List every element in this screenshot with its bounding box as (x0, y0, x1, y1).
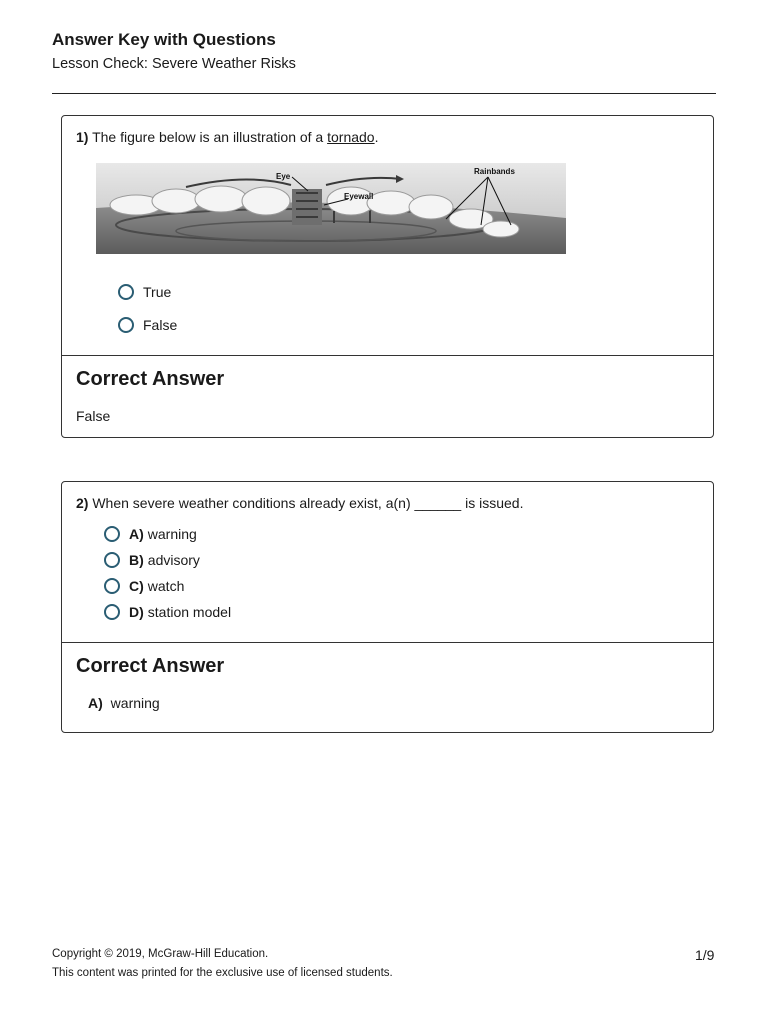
footer-license-note: This content was printed for the exclusive use of licensed students. (52, 967, 393, 979)
option-label: watch (147, 578, 185, 594)
figure-label-eyewall: Eyewall (344, 192, 374, 201)
question-1-option-false[interactable] (118, 317, 177, 333)
option-label: False (143, 317, 178, 333)
question-1-text-after: . (374, 129, 379, 145)
figure-label-rainbands: Rainbands (474, 167, 515, 176)
question-2-option-a[interactable] (104, 526, 197, 542)
radio-icon[interactable] (118, 317, 134, 333)
header-divider (52, 93, 716, 94)
question-card-1 (61, 115, 714, 438)
option-label: warning (147, 526, 197, 542)
radio-icon[interactable] (118, 284, 134, 300)
radio-icon[interactable] (104, 578, 120, 594)
option-letter: B) (129, 552, 144, 568)
correct-answer-label: warning (110, 695, 160, 711)
option-letter: C) (129, 578, 144, 594)
question-2-option-d[interactable] (104, 604, 231, 620)
footer-copyright: Copyright © 2019, McGraw-Hill Education. (52, 948, 269, 960)
question-2-number: 2) (76, 495, 89, 511)
option-letter: A) (129, 526, 144, 542)
question-1-keyword: tornado (327, 129, 375, 145)
answer-divider (62, 355, 713, 356)
question-1-text-before: The figure below is an illustration of a (92, 129, 324, 145)
radio-icon[interactable] (104, 552, 120, 568)
radio-icon[interactable] (104, 526, 120, 542)
question-2-option-b[interactable] (104, 552, 200, 568)
question-card-2 (61, 481, 714, 733)
radio-icon[interactable] (104, 604, 120, 620)
question-1-correct-answer-heading: Correct Answer (76, 368, 225, 390)
question-2-correct-answer (88, 695, 160, 711)
option-letter: D) (129, 604, 144, 620)
option-label: advisory (147, 552, 200, 568)
question-2-text (76, 495, 523, 511)
question-1-correct-answer: False (76, 408, 111, 424)
page-title: Answer Key with Questions (52, 30, 276, 49)
question-2-correct-answer-heading: Correct Answer (76, 655, 225, 677)
option-label: True (143, 284, 172, 300)
answer-divider (62, 642, 713, 643)
question-1-option-true[interactable] (118, 284, 171, 300)
correct-answer-letter: A) (88, 695, 103, 711)
figure-label-eye: Eye (276, 172, 291, 181)
page-subtitle: Lesson Check: Severe Weather Risks (52, 56, 296, 72)
hurricane-cross-section-figure (96, 163, 566, 254)
question-1-number: 1) (76, 129, 89, 145)
question-2-prompt: When severe weather conditions already exist, a(n) ______ is issued. (92, 495, 524, 511)
option-label: station model (147, 604, 232, 620)
page-number: 1/9 (695, 947, 715, 963)
question-1-text (76, 129, 378, 145)
question-2-option-c[interactable] (104, 578, 184, 594)
